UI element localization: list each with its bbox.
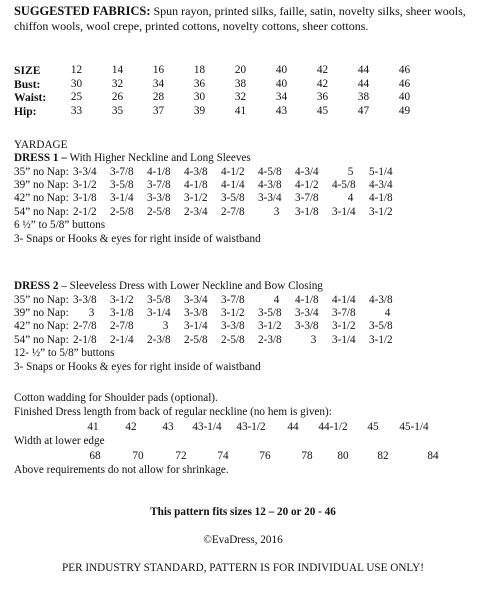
waist-cell: 32 [234,91,247,104]
hip-cell: 47 [357,104,370,117]
length-cell: 43-1/2 [236,421,266,433]
length-cell: 43 [162,421,174,433]
dress1-title [14,152,251,165]
length-cell: 41 [87,421,99,433]
yardage-cell: 3-1/8 [73,192,97,205]
bust-cell: 40 [275,77,288,90]
suggested-fabrics-text: Spun rayon, printed silks, faille, satin, novelty silks, sheer wools, chiffon wools, wool crepe, printed cottons, novelty cottons, sheer cottons. [14,4,466,33]
yardage-cell: 3-1/2 [184,192,208,205]
waist-cell: 25 [70,91,83,104]
yardage-cell: 4-5/8 [332,179,356,192]
dress1-buttons-note: 6 ½” to 5/8” buttons [14,219,106,231]
yardage-cell: 4-1/2 [221,166,245,178]
yardage-cell: 4 [347,192,354,205]
yardage-cell: 4-3/4 [295,166,319,178]
dress1-title-bold: DRESS 1 – [14,152,67,164]
length-cell: 45-1/4 [399,421,429,433]
yardage-cell: 4-1/8 [147,166,171,178]
width-cell: 84 [427,450,439,462]
yardage-cell: 3-1/2 [369,205,393,218]
size-row [14,64,425,78]
waist-cell: 36 [316,91,329,104]
finished-length-row [74,421,436,434]
yardage-cell: 3-1/2 [369,333,393,346]
fabric-width-label: 42” no Nap: [14,192,69,205]
yardage-cell: 3-1/2 [258,320,282,333]
fabric-width-label: 35” no Nap: [14,294,69,306]
dress1-snaps-note: 3- Snaps or Hooks & eyes for right inside of waistband [14,233,261,245]
bust-cell: 44 [357,77,370,90]
yardage-title: YARDAGE [14,139,68,151]
yardage-cell: 3-3/4 [184,294,208,306]
yardage-cell: 3-1/2 [332,320,356,333]
length-cell: 45 [367,421,379,433]
yardage-cell: 3-7/8 [221,294,245,306]
yardage-cell: 2-7/8 [221,205,245,218]
yardage-cell: 3-3/8 [221,320,245,333]
usage-notice: PER INDUSTRY STANDARD, PATTERN IS FOR INDIVIDUAL USE ONLY! [62,562,424,574]
yardage-cell: 4-1/4 [221,179,245,192]
hip-row [14,105,425,119]
dress1-yardage [14,166,406,219]
size-chart [14,64,425,118]
yardage-cell: 3-3/8 [73,294,97,306]
shrinkage-note: Above requirements do not allow for shrinkage. [14,464,229,476]
yardage-cell: 2-3/8 [147,333,171,346]
yardage-cell: 3-1/4 [147,307,171,320]
yardage-cell: 3-1/2 [110,294,134,306]
yardage-row [14,334,406,347]
width-cell: 76 [259,450,271,462]
yardage-cell: 2-5/8 [221,333,245,346]
size-cell: 42 [316,64,329,77]
waist-cell: 38 [357,91,370,104]
hip-cell: 37 [152,104,165,117]
yardage-row [14,307,406,320]
waist-cell: 26 [111,91,124,104]
yardage-cell: 5-1/4 [369,166,393,178]
yardage-cell: 4-3/8 [258,179,282,192]
yardage-cell: 5 [347,166,354,178]
yardage-cell: 3-7/8 [332,307,356,320]
yardage-cell: 3-1/2 [221,307,245,320]
yardage-cell: 3-1/4 [184,320,208,333]
length-cell: 43-1/4 [192,421,222,433]
yardage-cell: 4-1/4 [332,294,356,306]
yardage-cell: 3-3/4 [73,166,97,178]
waist-label: Waist: [14,91,47,105]
bust-cell: 36 [193,77,206,90]
length-cell: 42 [125,421,137,433]
fits-sizes-note: This pattern fits sizes 12 – 20 or 20 - 46 [150,506,336,518]
yardage-cell: 3 [310,333,317,346]
yardage-cell: 3-3/8 [295,320,319,333]
yardage-cell: 2-3/8 [258,333,282,346]
yardage-cell: 4-3/8 [184,166,208,178]
yardage-cell: 4-5/8 [258,166,282,178]
width-label: Width at lower edge [14,435,105,447]
bust-cell: 32 [111,77,124,90]
size-cell: 46 [398,64,411,77]
yardage-cell: 3-3/4 [258,192,282,205]
hip-cell: 39 [193,104,206,117]
fabric-width-label: 35” no Nap: [14,166,69,178]
yardage-cell: 3 [88,307,95,320]
yardage-cell: 3-3/4 [295,307,319,320]
yardage-cell: 4-1/8 [184,179,208,192]
bust-label: Bust: [14,77,41,91]
yardage-cell: 2-7/8 [110,320,134,333]
bust-cell: 38 [234,77,247,90]
yardage-row [14,179,406,192]
size-cell: 12 [70,64,83,77]
size-label: SIZE [14,64,41,78]
length-cell: 44 [287,421,299,433]
width-row [74,450,458,463]
suggested-fabrics-label: SUGGESTED FABRICS: [14,4,151,18]
yardage-cell: 3-1/4 [110,192,134,205]
size-cell: 40 [275,64,288,77]
width-cell: 78 [301,450,313,462]
dress2-snaps-note: 3- Snaps or Hooks & eyes for right inside of waistband [14,361,261,373]
bust-cell: 42 [316,77,329,90]
hip-cell: 43 [275,104,288,117]
width-cell: 68 [89,450,101,462]
yardage-cell: 4 [384,307,391,320]
hip-cell: 35 [111,104,124,117]
waist-cell: 40 [398,91,411,104]
bust-cell: 30 [70,77,83,90]
dress2-title-rest: – Sleeveless Dress with Lower Neckline and Bow Closing [58,280,323,292]
waist-cell: 30 [193,91,206,104]
yardage-cell: 3 [273,205,280,218]
yardage-cell: 3-5/8 [369,320,393,333]
hip-cell: 41 [234,104,247,117]
yardage-cell: 4-1/8 [295,294,319,306]
yardage-cell: 3-1/8 [295,205,319,218]
yardage-cell: 3-5/8 [221,192,245,205]
dress1-title-rest: With Higher Neckline and Long Sleeves [66,152,251,164]
size-cell: 14 [111,64,124,77]
yardage-cell: 2-1/4 [110,333,134,346]
dress2-title [14,280,323,293]
yardage-cell: 3-7/8 [295,192,319,205]
width-cell: 70 [132,450,144,462]
suggested-fabrics [14,4,476,34]
width-cell: 74 [217,450,229,462]
yardage-cell: 3-5/8 [258,307,282,320]
yardage-cell: 3 [162,320,169,333]
fabric-width-label: 39” no Nap: [14,179,69,192]
size-cell: 18 [193,64,206,77]
yardage-cell: 3-7/8 [110,166,134,178]
yardage-cell: 3-1/4 [332,205,356,218]
yardage-cell: 2-7/8 [73,320,97,333]
width-cell: 80 [337,450,349,462]
yardage-row [14,192,406,205]
yardage-cell: 4-3/4 [369,179,393,192]
waist-cell: 34 [275,91,288,104]
yardage-cell: 4 [273,294,280,306]
size-cell: 44 [357,64,370,77]
yardage-cell: 2-5/8 [184,333,208,346]
dress2-title-bold: DRESS 2 [14,280,59,292]
hip-cell: 45 [316,104,329,117]
size-cell: 16 [152,64,165,77]
fabric-width-label: 39” no Nap: [14,307,69,320]
yardage-cell: 2-5/8 [147,205,171,218]
yardage-cell: 3-5/8 [147,294,171,306]
width-cell: 82 [377,450,389,462]
yardage-cell: 4-3/8 [369,294,393,306]
yardage-cell: 3-5/8 [110,179,134,192]
yardage-row [14,206,406,219]
yardage-cell: 3-7/8 [147,179,171,192]
bust-cell: 46 [398,77,411,90]
bust-cell: 34 [152,77,165,90]
length-cell: 44-1/2 [318,421,348,433]
yardage-row [14,166,406,179]
size-cell: 20 [234,64,247,77]
yardage-cell: 2-1/2 [73,205,97,218]
yardage-cell: 3-1/4 [332,333,356,346]
yardage-row [14,294,406,307]
finished-length-label: Finished Dress length from back of regular neckline (no hem is given): [14,406,332,418]
hip-cell: 49 [398,104,411,117]
yardage-cell: 2-3/4 [184,205,208,218]
yardage-cell: 3-3/8 [147,192,171,205]
dress2-yardage [14,294,406,347]
fabric-width-label: 54” no Nap: [14,205,69,218]
waist-row [14,91,425,105]
width-cell: 72 [175,450,187,462]
bust-row [14,78,425,92]
fabric-width-label: 42” no Nap: [14,320,69,333]
yardage-row [14,320,406,333]
yardage-cell: 4-1/8 [369,192,393,205]
waist-cell: 28 [152,91,165,104]
dress2-buttons-note: 12- ½” to 5/8” buttons [14,347,115,359]
yardage-cell: 3-1/8 [110,307,134,320]
fabric-width-label: 54” no Nap: [14,333,69,346]
wadding-note: Cotton wadding for Shoulder pads (optional). [14,392,218,404]
hip-cell: 33 [70,104,83,117]
yardage-cell: 4-1/2 [295,179,319,192]
hip-label: Hip: [14,104,37,118]
yardage-cell: 2-5/8 [110,205,134,218]
yardage-cell: 3-1/2 [73,179,97,192]
copyright: ©EvaDress, 2016 [203,534,283,546]
yardage-cell: 3-3/8 [184,307,208,320]
yardage-cell: 2-1/8 [73,333,97,346]
